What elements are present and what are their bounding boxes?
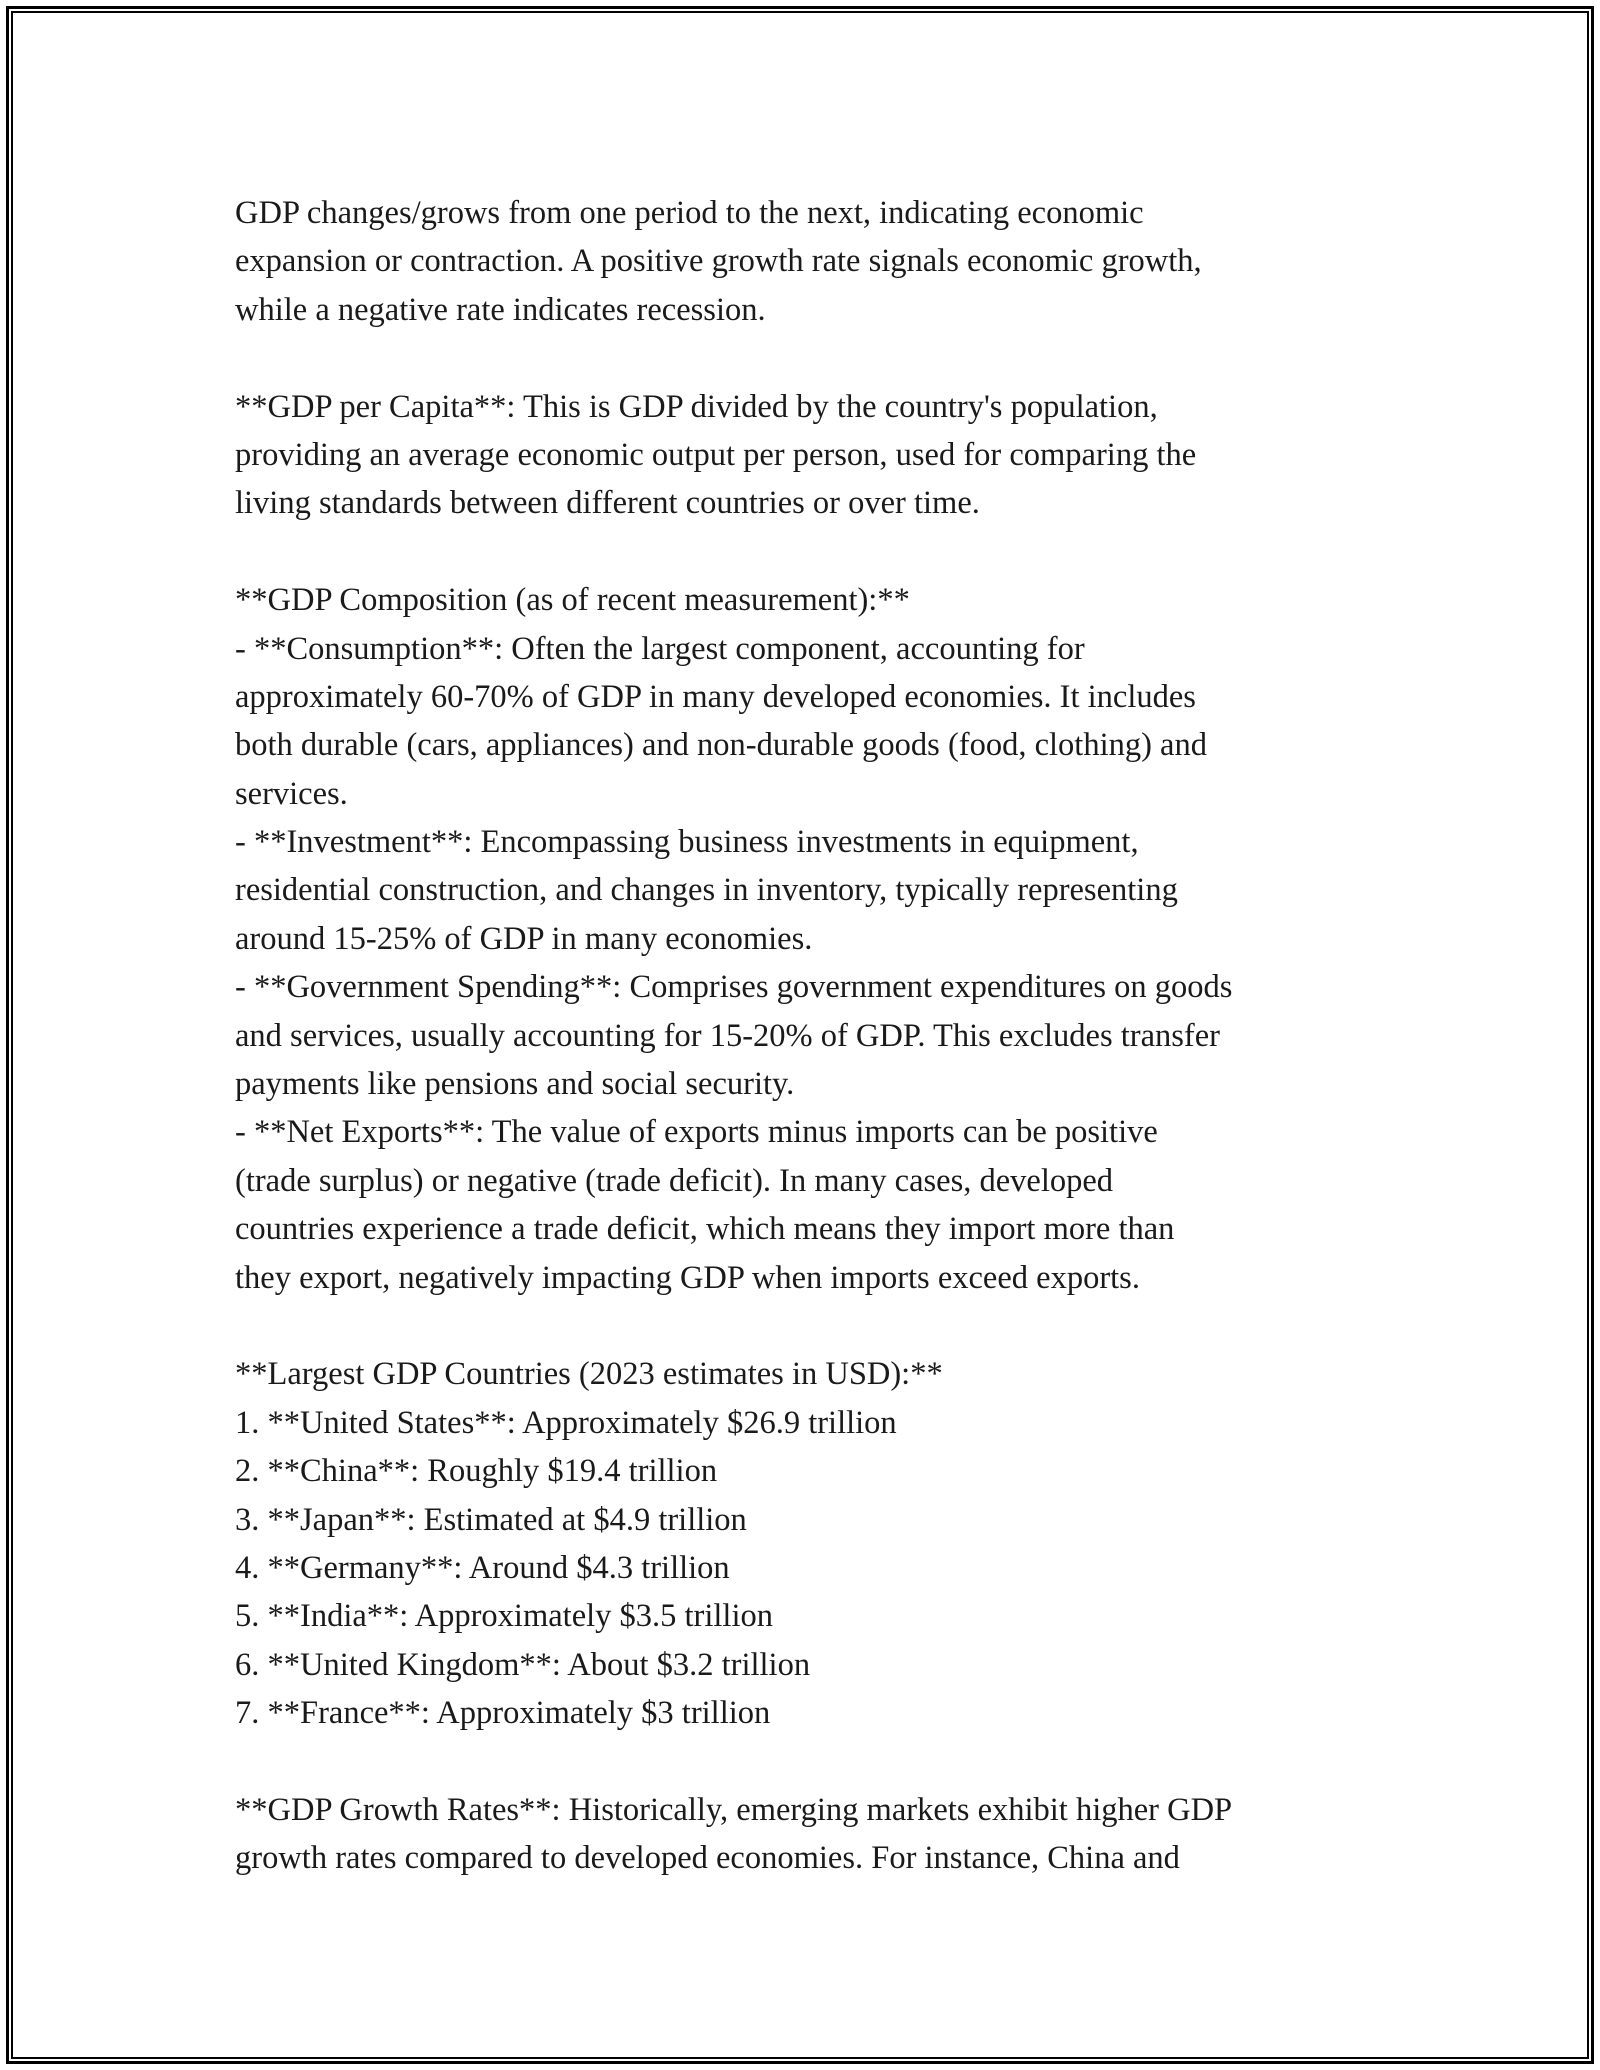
text-line: countries experience a trade deficit, which means they import more than	[235, 1211, 1175, 1248]
list-item: 2. **China**: Roughly $19.4 trillion	[235, 1453, 718, 1490]
text-line: **GDP per Capita**: This is GDP divided by the country's population,	[235, 388, 1158, 425]
list-item: 5. **India**: Approximately $3.5 trillion	[235, 1598, 773, 1635]
text-line: approximately 60-70% of GDP in many developed economies. It includes	[235, 678, 1196, 715]
text-line: - **Net Exports**: The value of exports minus imports can be positive	[235, 1114, 1158, 1151]
text-line: expansion or contraction. A positive growth rate signals economic growth,	[235, 243, 1202, 280]
paragraph-gap	[235, 528, 1415, 576]
section-heading: **GDP Composition (as of recent measurement):**	[235, 582, 910, 619]
section-heading: **Largest GDP Countries (2023 estimates in USD):**	[235, 1356, 943, 1393]
text-line: both durable (cars, appliances) and non-durable goods (food, clothing) and	[235, 727, 1207, 764]
paragraph-gap	[235, 1738, 1415, 1786]
text-line: - **Investment**: Encompassing business investments in equipment,	[235, 824, 1139, 861]
text-line: residential construction, and changes in inventory, typically representing	[235, 872, 1178, 909]
text-line: GDP changes/grows from one period to the next, indicating economic	[235, 195, 1144, 231]
list-item: 7. **France**: Approximately $3 trillion	[235, 1695, 771, 1732]
text-line: and services, usually accounting for 15-20% of GDP. This excludes transfer	[235, 1017, 1220, 1054]
text-line: growth rates compared to developed economies. For instance, China and	[235, 1840, 1180, 1877]
text-line: around 15-25% of GDP in many economies.	[235, 920, 813, 957]
text-line: (trade surplus) or negative (trade deficit). In many cases, developed	[235, 1162, 1114, 1199]
text-line: **GDP Growth Rates**: Historically, emerging markets exhibit higher GDP	[235, 1791, 1233, 1828]
text-line: - **Government Spending**: Comprises government expenditures on goods	[235, 969, 1233, 1006]
document-body	[235, 189, 1415, 1883]
text-line: providing an average economic output per person, used for comparing the	[235, 436, 1197, 473]
text-line: - **Consumption**: Often the largest component, accounting for	[235, 630, 1085, 667]
list-item: 6. **United Kingdom**: About $3.2 trillion	[235, 1646, 811, 1683]
paragraph-gap	[235, 334, 1415, 382]
text-line: living standards between different countries or over time.	[235, 485, 980, 522]
text-line: while a negative rate indicates recession.	[235, 291, 766, 328]
text-line: payments like pensions and social security.	[235, 1066, 795, 1103]
list-item: 3. **Japan**: Estimated at $4.9 trillion	[235, 1501, 747, 1538]
paragraph-gap	[235, 1302, 1415, 1350]
text-line: services.	[235, 775, 348, 812]
list-item: 4. **Germany**: Around $4.3 trillion	[235, 1549, 730, 1586]
list-item: 1. **United States**: Approximately $26.9 trillion	[235, 1404, 897, 1441]
text-line: they export, negatively impacting GDP when imports exceed exports.	[235, 1259, 1140, 1296]
